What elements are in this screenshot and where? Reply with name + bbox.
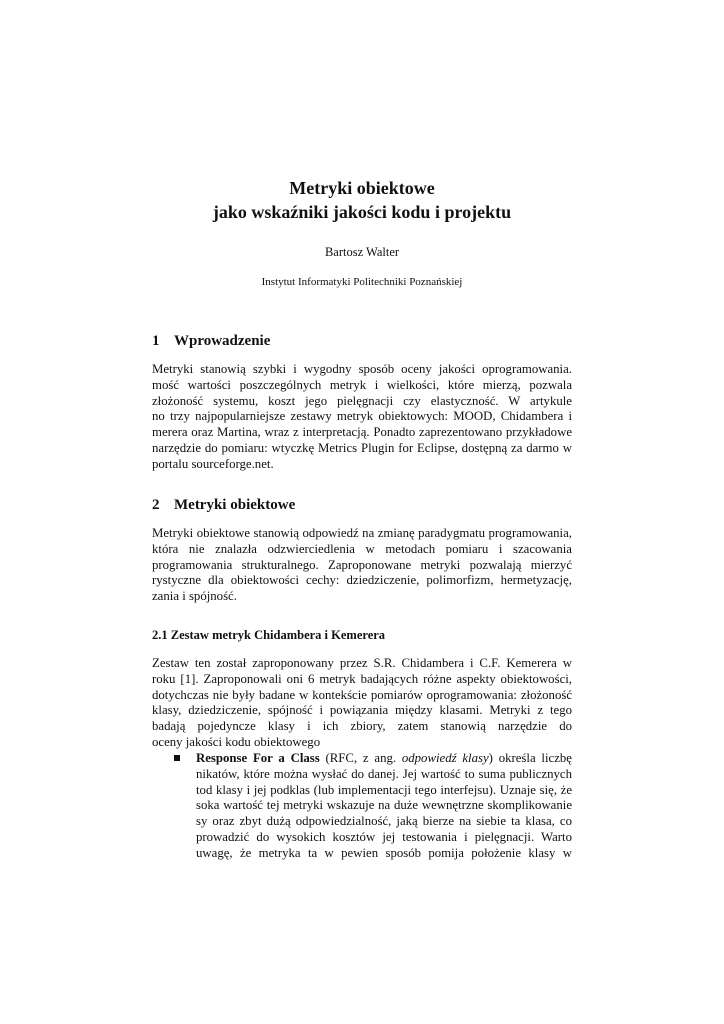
paragraph-line: Metryki obiektowe stanowią odpowiedź na zmianę paradygmatu programowania, (152, 526, 572, 540)
bullet-list-item (152, 751, 572, 861)
bullet-body (196, 751, 572, 861)
metric-abbr-close: ) określa liczbę (488, 751, 572, 765)
paragraph-line: złożoność systemu, koszt jego pielęgnacji czy elastyczność. W artykule (152, 393, 572, 408)
section-2-paragraph (152, 526, 572, 605)
paragraph-line: oceny jakości kodu obiektowego (152, 734, 321, 749)
bullet-line: soka wartość tej metryki wskazuje na duże wewnętrzne skomplikowanie (196, 798, 572, 813)
subsection-heading: 2.1 Zestaw metryk Chidambera i Kemerera (152, 628, 386, 642)
paragraph-line: narzędzie do pomiaru: wtyczkę Metrics Plugin for Eclipse, dostępną za darmo w (152, 440, 572, 455)
paragraph-line: zania i spójność. (152, 589, 237, 603)
section-heading-2 (152, 497, 295, 514)
paragraph-line: która nie znalazła odzwierciedlenia w metodach pomiaru i szacowania (152, 541, 572, 556)
bullet-square-icon (174, 755, 180, 761)
section-1-paragraph (152, 362, 572, 472)
section-heading-1 (152, 333, 270, 350)
section-title: Wprowadzenie (174, 333, 271, 349)
bullet-line: prowadzić do wysokich kosztów jej testowania i pielęgnacji. Warto (196, 829, 572, 844)
paragraph-line: merera oraz Martina, wraz z interpretacją. Ponadto zaprezentowano przykładowe (152, 425, 572, 439)
section-title: Metryki obiektowe (174, 497, 296, 513)
paragraph-line: dotychczas nie były badane w kontekście pomiarów oprogramowania: złożoność (152, 687, 572, 702)
paragraph-line: rystyczne dla obiektowości cechy: dziedziczenie, polimorfizm, hermetyzację, (152, 573, 572, 588)
title-line-1: Metryki obiektowe (289, 178, 435, 198)
paragraph-line: programowania strukturalnego. Zaproponowane metryki pozwalają mierzyć (152, 557, 572, 572)
author-affiliation: Instytut Informatyki Politechniki Poznańskiej (261, 276, 463, 288)
section-number: 1 (152, 333, 160, 349)
paragraph-line: no trzy najpopularniejsze zestawy metryk obiektowych: MOOD, Chidambera i (152, 409, 572, 424)
subsection-paragraph (152, 656, 572, 751)
paragraph-line: badają pojedyncze klasy i ich zbiory, zatem stanowią narzędzie do (152, 719, 572, 733)
metric-abbr-italic: odpowiedź klasy (401, 751, 489, 765)
paragraph-line: klasy, dziedziczenie, spójność i powiązania między klasami. Metryki z tego (152, 703, 572, 718)
paragraph-line: roku [1]. Zaproponowali oni 6 metryk badających różne aspekty obiektowości, (152, 671, 572, 686)
paragraph-line: portalu sourceforge.net. (152, 456, 274, 471)
bullet-line: sy oraz zbyt dużą odpowiedzialność, jaką bierze na siebie ta klasa, co (196, 814, 572, 828)
metric-abbr-open: (RFC, z ang. (319, 751, 402, 765)
metric-term: Response For a Class (196, 751, 320, 765)
author-name: Bartosz Walter (324, 245, 400, 259)
paragraph-line: mość wartości poszczególnych metryk i wielkości, które mierzą, pozwala (152, 377, 572, 392)
paragraph-line: Zestaw ten został zaproponowany przez S.R. Chidambera i C.F. Kemerera w (152, 656, 572, 670)
bullet-line: tod klasy i jej podklas (lub implementacji tego interfejsu). Uznaje się, że (196, 782, 572, 797)
paper-title (0, 176, 724, 224)
section-number: 2 (152, 497, 160, 513)
title-line-2: jako wskaźniki jakości kodu i projektu (212, 202, 512, 222)
paragraph-line: Metryki stanowią szybki i wygodny sposób oceny jakości oprogramowania. (152, 362, 572, 376)
bullet-first-line (196, 751, 572, 767)
bullet-line: uwagę, że metryka ta w pewien sposób pomija położenie klasy w (196, 845, 572, 860)
bullet-line: nikatów, które można wysłać do danej. Jej wartość to suma publicznych (196, 766, 572, 781)
